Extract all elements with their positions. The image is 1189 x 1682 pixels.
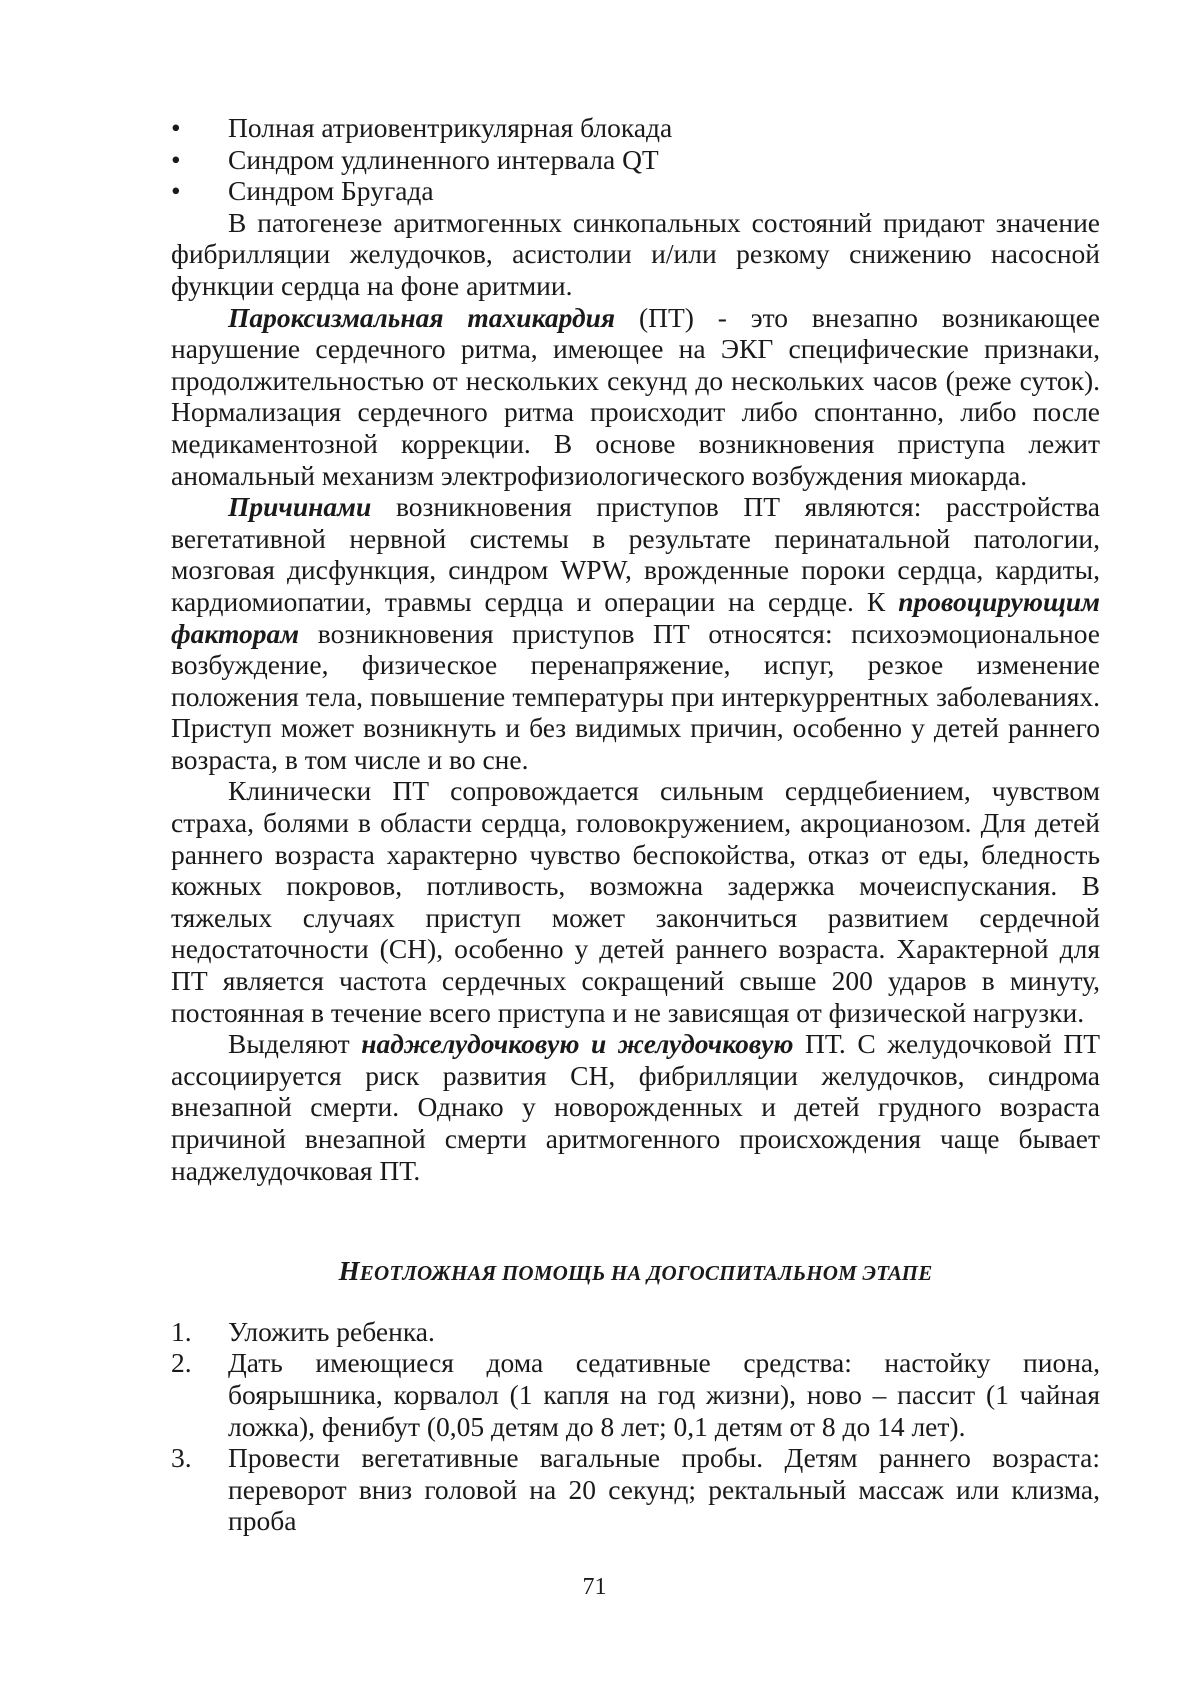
bullet-list <box>171 112 1100 207</box>
bullet-icon: • <box>171 175 181 207</box>
paragraph-causes: Причинами возникновения приступов ПТ являются: расстройства вегетативной нервной системы в результате перинатальной патологии, мозговая дисфункция, синдром WPW, врожденные пороки сердца, кардиты, кардиомиопатии, травмы сердца и операции на сердце. К провоцирующим факторам возникновения приступов ПТ относятся: психоэмоциональное возбуждение, физическое перенапряжение, испуг, резкое изменение положения тела, повышение температуры при интеркуррентных заболеваниях. Приступ может возникнуть и без видимых причин, особенно у детей раннего возраста, в том числе и во сне. <box>171 491 1100 775</box>
bullet-icon: • <box>171 112 181 143</box>
list-item: • Полная атриовентрикулярная блокада <box>171 112 673 143</box>
list-item: • Синдром Бругада <box>171 175 434 207</box>
step-number: 2. <box>171 1347 192 1379</box>
page-number: 71 <box>582 1574 607 1600</box>
term-causes: Причинами <box>228 491 372 523</box>
step-number: 1. <box>171 1315 192 1347</box>
term-provoking-factors: провоцирующим факторам <box>171 585 1100 649</box>
term-paroxysmal-tachycardia: Пароксизмальная тахикардия <box>228 301 616 333</box>
paragraph-types: Выделяют наджелудочковую и желудочковую ПТ. С желудочковой ПТ ассоциируется риск развития СН, фибрилляции желудочков, синдрома внезапной смерти. Однако у новорожденных и детей грудного возраста причиной внезапной смерти аритмогенного происхождения чаще бывает наджелудочковая ПТ. <box>171 1028 1100 1186</box>
list-item: 1. Уложить ребенка. <box>171 1315 435 1347</box>
section-heading: НЕОТЛОЖНАЯ ПОМОЩЬ НА ДОГОСПИТАЛЬНОМ ЭТАПЕ <box>338 1256 933 1287</box>
list-item: 3. Провести вегетативные вагальные пробы. Детям раннего возраста: переворот вниз головой на 20 секунд; ректальный массаж или клизма, проба <box>171 1442 1100 1537</box>
step-number: 3. <box>171 1442 192 1474</box>
term-types: наджелудочковую и желудочковую <box>361 1028 794 1060</box>
paragraph-pathogenesis: В патогенезе аритмогенных синкопальных состояний придают значение фибрилляции желудочков, асистолии и/или резкому снижению насосной функции сердца на фоне аритмии. <box>171 206 1100 301</box>
bullet-icon: • <box>171 143 181 175</box>
steps-list <box>171 1316 1100 1537</box>
list-item: 2. Дать имеющиеся дома седативные средства: настойку пиона, боярышника, корвалол (1 капля на год жизни), ново – пассит (1 чайная ложка), фенибут (0,05 детям до 8 лет; 0,1 детям от 8 до 14 лет). <box>171 1347 1100 1442</box>
list-item: • Синдром удлиненного интервала QT <box>171 143 659 175</box>
paragraph-clinical: Клинически ПТ сопровождается сильным сердцебиением, чувством страха, болями в области сердца, головокружением, акроцианозом. Для детей раннего возраста характерно чувство беспокойства, отказ от еды, бледность кожных покровов, потливость, возможна задержка мочеиспускания. В тяжелых случаях приступ может закончиться развитием сердечной недостаточности (СН), особенно у детей раннего возраста. Характерной для ПТ является частота сердечных сокращений свыше 200 ударов в минуту, постоянная в течение всего приступа и не зависящая от физической нагрузки. <box>171 775 1100 1028</box>
document-page <box>171 112 1100 1537</box>
paragraph-definition: Пароксизмальная тахикардия (ПТ) - это внезапно возникающее нарушение сердечного ритма, имеющее на ЭКГ специфические признаки, продолжительностью от нескольких секунд до нескольких часов (реже суток). Нормализация сердечного ритма происходит либо спонтанно, либо после медикаментозной коррекции. В основе возникновения приступа лежит аномальный механизм электрофизиологического возбуждения миокарда. <box>171 301 1100 491</box>
